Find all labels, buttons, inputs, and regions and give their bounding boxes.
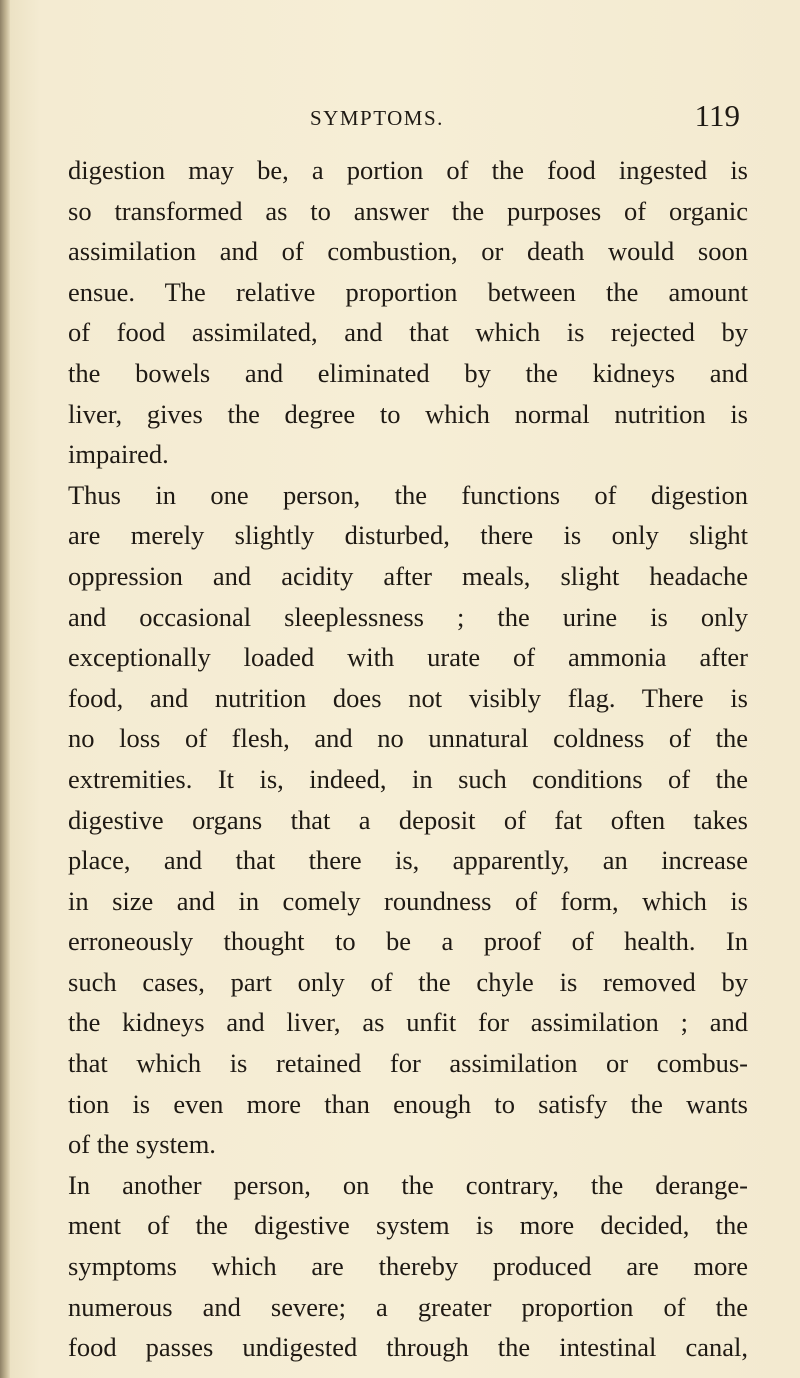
text-line: digestion may be, a portion of the food ingested is xyxy=(68,155,748,185)
text-line: ment of the digestive system is more decided, the xyxy=(68,1210,748,1241)
text-line: digestive organs that a deposit of fat often takes xyxy=(68,804,748,835)
text-line: ensue. The relative proportion between the amount xyxy=(68,276,748,307)
text-line: oppression and acidity after meals, slight headache xyxy=(68,560,748,591)
text-line: of food assimilated, and that which is rejected by xyxy=(68,317,748,348)
text-line: In another person, on the contrary, the derange- xyxy=(68,1169,748,1200)
text-line: no loss of flesh, and no unnatural coldness of the xyxy=(68,723,748,754)
text-line: the kidneys and liver, as unfit for assimilation ; and xyxy=(68,1007,748,1038)
page-binding-edge xyxy=(0,0,10,1378)
text-line: liver, gives the degree to which normal nutrition is xyxy=(68,398,748,429)
text-line: so transformed as to answer the purposes of organic xyxy=(68,195,748,226)
text-line: impaired. xyxy=(68,439,169,470)
text-line: food, and nutrition does not visibly flag. There is xyxy=(68,682,748,713)
text-line: extremities. It is, indeed, in such conditions of the xyxy=(68,763,748,794)
text-line: place, and that there is, apparently, an increase xyxy=(68,845,748,876)
text-line: are merely slightly disturbed, there is only slight xyxy=(68,520,748,551)
text-line: symptoms which are thereby produced are more xyxy=(68,1251,748,1282)
text-line: exceptionally loaded with urate of ammonia after xyxy=(68,642,748,673)
page-header xyxy=(40,98,740,138)
body-text xyxy=(68,150,748,1368)
text-line: food passes undigested through the intestinal canal, xyxy=(68,1332,748,1363)
text-line: in size and in comely roundness of form, which is xyxy=(68,885,748,916)
text-line: such cases, part only of the chyle is removed by xyxy=(68,966,748,997)
running-head: SYMPTOMS. xyxy=(310,106,444,130)
text-line: erroneously thought to be a proof of health. In xyxy=(68,926,748,957)
text-line: that which is retained for assimilation or combus- xyxy=(68,1048,748,1079)
text-line: numerous and severe; a greater proportion of the xyxy=(68,1291,748,1322)
text-line: and occasional sleeplessness ; the urine is only xyxy=(68,601,748,632)
page-number: 119 xyxy=(694,98,740,133)
text-line: of the system. xyxy=(68,1129,216,1160)
text-line: assimilation and of combustion, or death would soon xyxy=(68,236,748,267)
text-line: tion is even more than enough to satisfy the wants xyxy=(68,1088,748,1119)
text-line: Thus in one person, the functions of digestion xyxy=(68,479,748,510)
text-line: the bowels and eliminated by the kidneys and xyxy=(68,357,748,388)
